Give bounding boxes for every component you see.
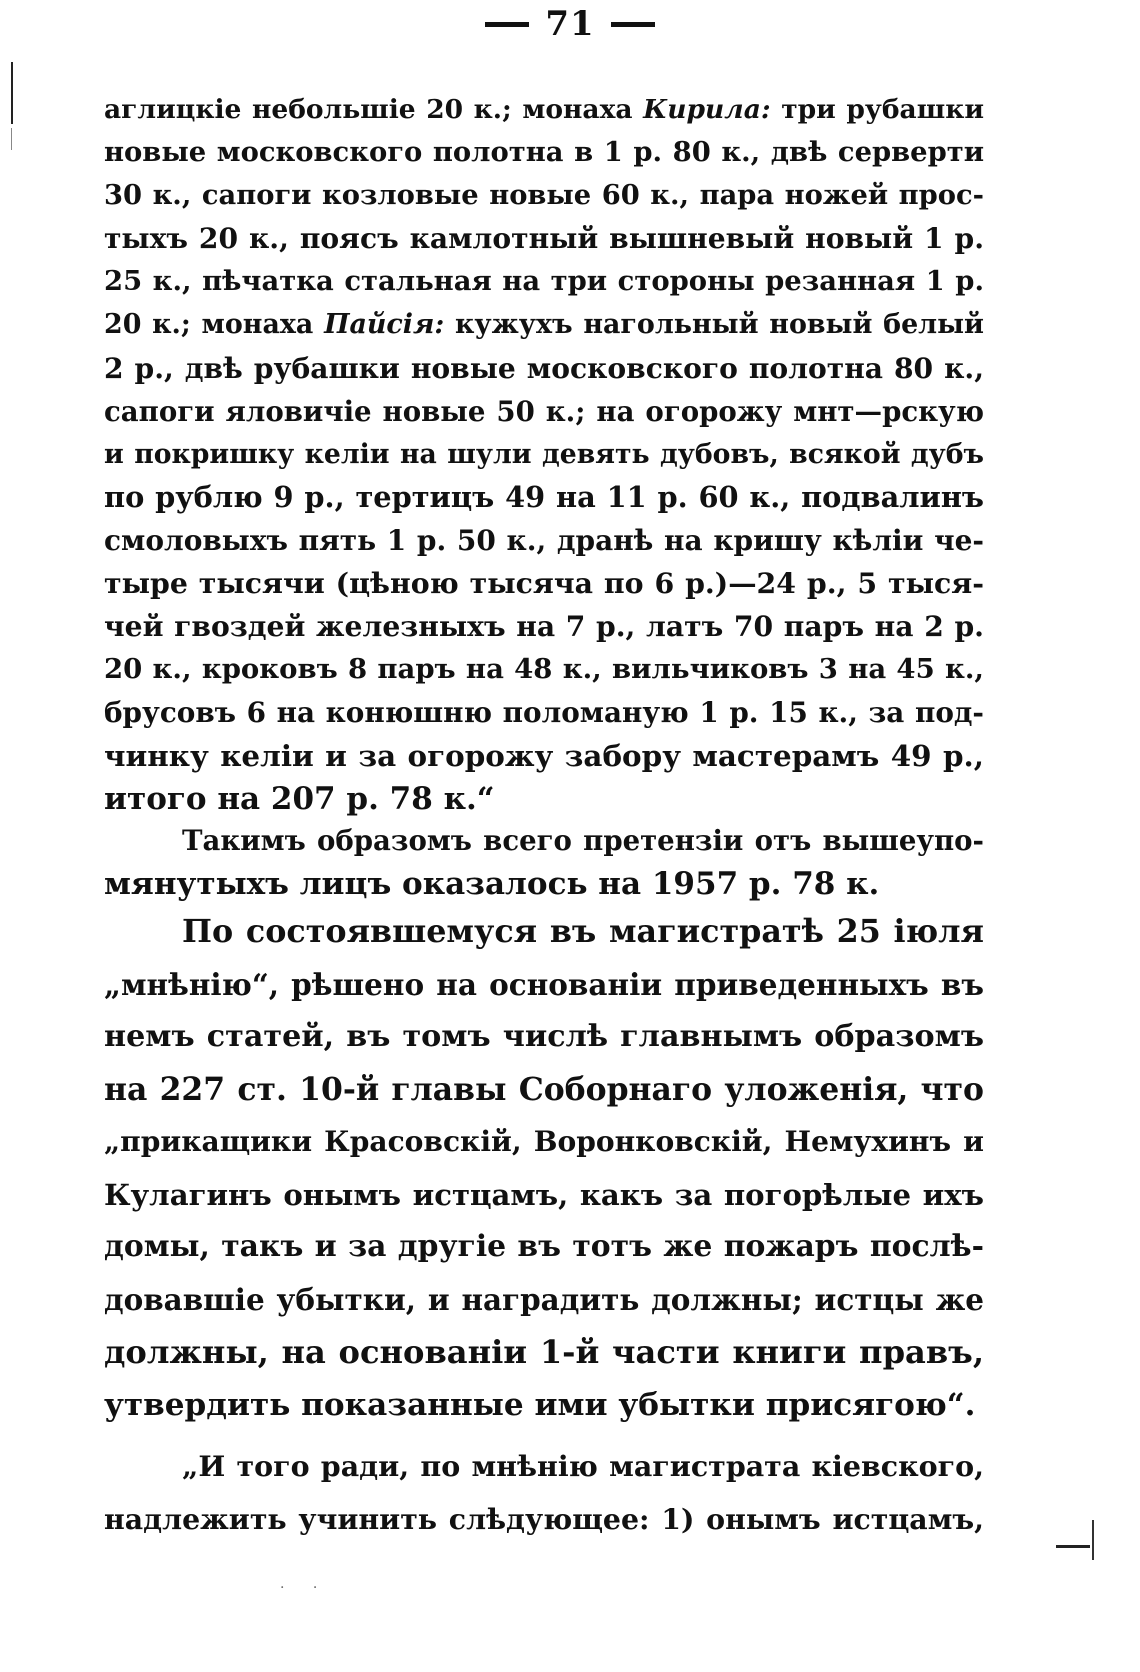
header-dash-right xyxy=(611,22,655,27)
page-number-header xyxy=(0,4,1140,44)
text-line: смоловыхъ пять 1 р. 50 к., дранѣ на кришу кѣліи че- xyxy=(104,523,984,557)
text-line: „прикащики Красовскій, Воронковскій, Немухинъ и xyxy=(104,1125,984,1158)
text-line: тыхъ 20 к., поясъ камлотный вышневый новый 1 р. xyxy=(104,222,984,256)
margin-mark-left-faint xyxy=(11,128,12,150)
text-line: и покришку келіи на шули девять дубовъ, всякой дубъ xyxy=(104,438,984,470)
margin-mark-left xyxy=(11,62,13,124)
monk-name-paisiy: Пайсія: xyxy=(324,309,445,341)
page-number: 71 xyxy=(545,4,595,44)
paragraph-magistrate-opinion xyxy=(104,906,984,1431)
text-line: утвердить показанные ими убытки присягою“. xyxy=(104,1386,976,1423)
text-line: 25 к., пѣчатка стальная на три стороны резанная 1 р. xyxy=(104,265,984,298)
print-specks: · · xyxy=(280,1580,330,1596)
paragraph-total-claims xyxy=(104,820,984,906)
monk-name-kirill: Кирила: xyxy=(643,94,771,125)
text-line: 20 к., кроковъ 8 паръ на 48 к., вильчиковъ 3 на 45 к., xyxy=(104,653,984,686)
text-line: итого на 207 р. 78 к.“ xyxy=(104,780,495,817)
header-dash-left xyxy=(485,22,529,27)
paragraph-ruling xyxy=(104,1440,984,1545)
margin-mark-right-vertical xyxy=(1092,1520,1094,1560)
text-line: Такимъ образомъ всего претензіи отъ вышеупо- xyxy=(182,825,984,857)
text-line: немъ статей, въ томъ числѣ главнымъ образомъ xyxy=(104,1019,984,1054)
text-line: „мнѣнію“, рѣшено на основаніи приведенныхъ въ xyxy=(104,966,984,1002)
text-line: надлежить учинить слѣдующее: 1) онымъ истцамъ, xyxy=(104,1501,984,1536)
text-line: 30 к., сапоги козловые новые 60 к., пара ножей прос- xyxy=(104,179,984,212)
text-line: тыре тысячи (цѣною тысяча по 6 р.)—24 р., 5 тыся- xyxy=(104,566,984,601)
margin-mark-right xyxy=(1056,1545,1090,1548)
text-line: чей гвоздей железныхъ на 7 р., латъ 70 паръ на 2 р. xyxy=(104,610,984,644)
text-line: брусовъ 6 на конюшню поломаную 1 р. 15 к., за под- xyxy=(104,696,984,730)
paragraph-inventory-list xyxy=(104,88,984,821)
text-line: довавшіе убытки, и наградить должны; истцы же xyxy=(104,1281,984,1317)
text-line: новые московского полотна в 1 р. 80 к., двѣ серверти xyxy=(104,136,984,169)
text-line: 2 р., двѣ рубашки новые московского полотна 80 к., xyxy=(104,351,984,385)
text-line: должны, на основаніи 1-й части книги правъ, xyxy=(104,1333,984,1371)
text-line: на 227 ст. 10-й главы Соборнаго уложенія, что xyxy=(104,1070,984,1108)
text-line: сапоги яловичіе новые 50 к.; на огорожу мнт—рскую xyxy=(104,394,984,428)
text-line: чинку келіи и за огорожу забору мастерамъ 49 р., xyxy=(104,738,984,774)
text-line: по рублю 9 р., тертицъ 49 на 11 р. 60 к., подвалинъ xyxy=(104,479,984,514)
text-line: „И того ради, по мнѣнію магистрата кіевского, xyxy=(182,1449,984,1483)
text-line: По состоявшемуся въ магистратѣ 25 іюля xyxy=(182,913,984,950)
text-line: домы, такъ и за другіе въ тотъ же пожаръ послѣ- xyxy=(104,1229,984,1264)
text-line: мянутыхъ лицъ оказалось на 1957 р. 78 к. xyxy=(104,866,880,903)
text-line: Кулагинъ онымъ истцамъ, какъ за погорѣлые ихъ xyxy=(104,1177,984,1212)
text-line: 20 к.; монаха Пайсія: кужухъ нагольный новый белый xyxy=(104,309,984,341)
text-line: аглицкіе небольшіе 20 к.; монаха Кирила: три рубашки xyxy=(104,94,984,125)
